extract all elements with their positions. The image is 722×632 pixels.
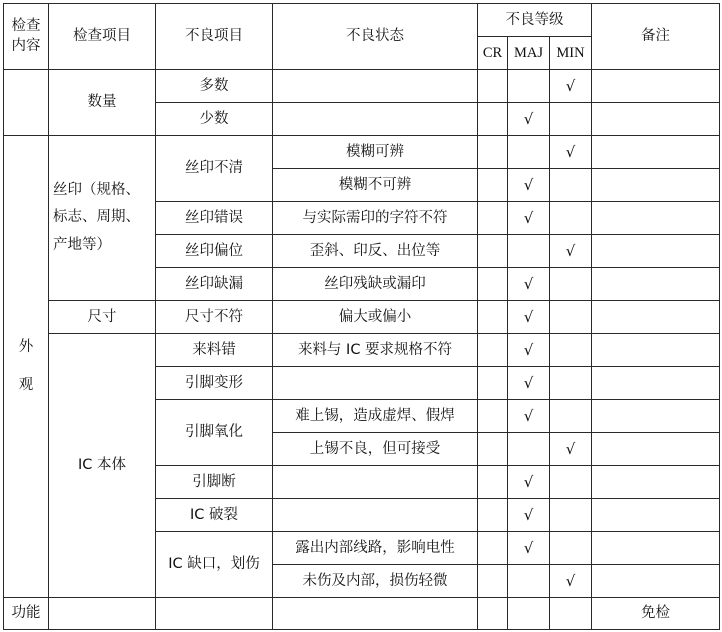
maj-check: √ [508,268,550,301]
cr-cell [478,433,508,466]
remark-cell [592,268,720,301]
min-cell [550,202,592,235]
maj-cell [508,598,550,630]
remark-cell [592,499,720,532]
defect-cell: 丝印缺漏 [156,268,273,301]
remark-cell [592,367,720,400]
min-cell [550,499,592,532]
state-cell [273,466,478,499]
min-check: √ [550,136,592,169]
table-row [4,334,720,367]
state-cell: 丝印残缺或漏印 [273,268,478,301]
min-cell [550,400,592,433]
state-cell: 难上锡，造成虚焊、假焊 [273,400,478,433]
maj-check: √ [508,103,550,136]
min-check: √ [550,565,592,598]
state-cell [273,70,478,103]
maj-check: √ [508,334,550,367]
defect-cell: 多数 [156,70,273,103]
maj-check: √ [508,202,550,235]
min-check: √ [550,70,592,103]
state-cell: 歪斜、印反、出位等 [273,235,478,268]
remark-cell [592,433,720,466]
header-remark: 备注 [592,4,720,70]
header-min: MIN [550,37,592,70]
item-quantity: 数量 [49,70,156,136]
item-size: 尺寸 [49,301,156,334]
item-print: 丝印（规格、标志、周期、产地等） [49,136,156,301]
remark-cell [592,70,720,103]
maj-cell [508,235,550,268]
maj-cell [508,565,550,598]
state-cell: 露出内部线路，影响电性 [273,532,478,565]
cr-cell [478,532,508,565]
header-cr: CR [478,37,508,70]
min-cell [550,334,592,367]
remark-cell [592,136,720,169]
cr-cell [478,565,508,598]
min-check: √ [550,433,592,466]
min-cell [550,103,592,136]
maj-check: √ [508,169,550,202]
cr-cell [478,70,508,103]
state-cell: 偏大或偏小 [273,301,478,334]
maj-check: √ [508,367,550,400]
state-cell [273,367,478,400]
min-cell [550,532,592,565]
defect-cell: 丝印偏位 [156,235,273,268]
cr-cell [478,136,508,169]
remark-cell [592,466,720,499]
cr-cell [478,103,508,136]
state-cell [273,499,478,532]
cr-cell [478,598,508,630]
header-item: 检查项目 [49,4,156,70]
maj-cell [508,433,550,466]
state-cell: 模糊不可辨 [273,169,478,202]
section-appearance: 外 观 [4,136,49,598]
cr-cell [478,268,508,301]
maj-check: √ [508,400,550,433]
section-empty [4,70,49,136]
inspection-table [3,3,720,630]
maj-cell [508,70,550,103]
state-cell [273,598,478,630]
maj-cell [508,136,550,169]
defect-cell: 丝印错误 [156,202,273,235]
remark-cell [592,169,720,202]
remark-exempt: 免检 [592,598,720,630]
remark-cell [592,301,720,334]
state-cell: 模糊可辨 [273,136,478,169]
remark-cell [592,103,720,136]
state-cell: 与实际需印的字符不符 [273,202,478,235]
defect-cell: 尺寸不符 [156,301,273,334]
header-maj: MAJ [508,37,550,70]
cr-cell [478,169,508,202]
cr-cell [478,367,508,400]
cr-cell [478,400,508,433]
min-cell [550,301,592,334]
item-cell [49,598,156,630]
header-state: 不良状态 [273,4,478,70]
remark-cell [592,334,720,367]
header-content: 检查内容 [4,4,49,70]
cr-cell [478,235,508,268]
remark-cell [592,400,720,433]
defect-cell: 引脚氧化 [156,400,273,466]
min-cell [550,466,592,499]
cr-cell [478,499,508,532]
item-ic-body: IC 本体 [49,334,156,598]
header-level: 不良等级 [478,4,592,37]
defect-cell [156,598,273,630]
state-cell: 来料与 IC 要求规格不符 [273,334,478,367]
maj-check: √ [508,532,550,565]
maj-check: √ [508,499,550,532]
maj-check: √ [508,466,550,499]
table-row [4,70,720,103]
cr-cell [478,202,508,235]
min-cell [550,169,592,202]
defect-cell: IC 缺口，划伤 [156,532,273,598]
table-row [4,301,720,334]
state-cell: 上锡不良，但可接受 [273,433,478,466]
min-cell [550,268,592,301]
min-cell [550,367,592,400]
state-cell: 未伤及内部，损伤轻微 [273,565,478,598]
defect-cell: 少数 [156,103,273,136]
remark-cell [592,235,720,268]
table-row [4,598,720,630]
defect-cell: 丝印不清 [156,136,273,202]
cr-cell [478,334,508,367]
min-check: √ [550,235,592,268]
remark-cell [592,532,720,565]
remark-cell [592,565,720,598]
defect-cell: 来料错 [156,334,273,367]
cr-cell [478,301,508,334]
section-function: 功能 [4,598,49,630]
defect-cell: IC 破裂 [156,499,273,532]
min-cell [550,598,592,630]
remark-cell [592,202,720,235]
header-defect: 不良项目 [156,4,273,70]
cr-cell [478,466,508,499]
state-cell [273,103,478,136]
defect-cell: 引脚变形 [156,367,273,400]
table-row [4,136,720,169]
maj-check: √ [508,301,550,334]
defect-cell: 引脚断 [156,466,273,499]
